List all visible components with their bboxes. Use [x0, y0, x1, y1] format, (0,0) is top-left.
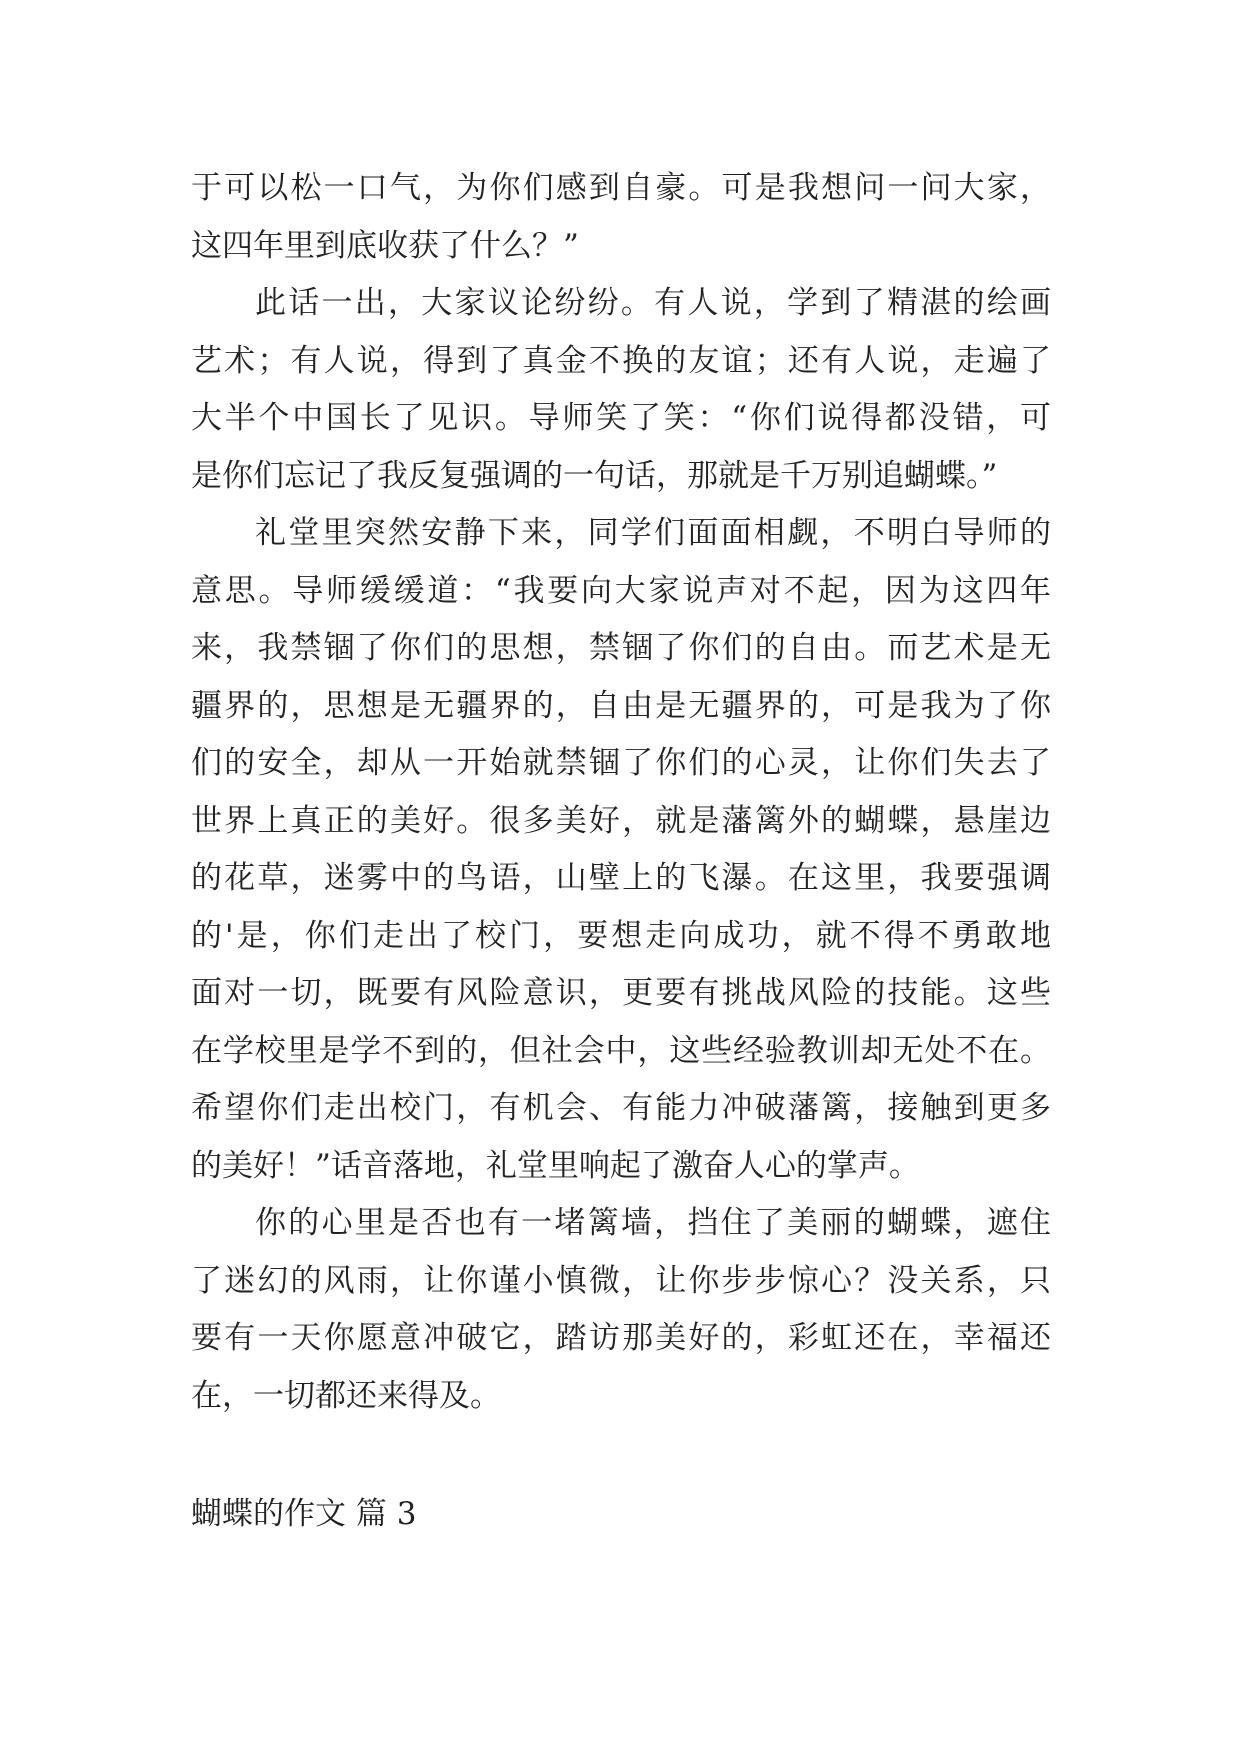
text-line: 此话一出，大家议论纷纷。有人说，学到了精湛的绘画	[255, 285, 1051, 321]
text-line: 来，我禁锢了你们的思想，禁锢了你们的自由。而艺术是无	[191, 630, 1051, 666]
text-line: 要有一天你愿意冲破它，踏访那美好的，彩虹还在，幸福还	[191, 1320, 1051, 1356]
text-line: 在，一切都还来得及。	[191, 1377, 501, 1414]
text-line: 艺术；有人说，得到了真金不换的友谊；还有人说，走遍了	[191, 342, 1051, 379]
text-line: 礼堂里突然安静下来，同学们面面相觑，不明白导师的	[255, 515, 1051, 551]
essay-body	[191, 160, 1051, 1425]
text-line: 这四年里到底收获了什么？”	[191, 227, 579, 264]
text-line: 你的心里是否也有一堵篱墙，挡住了美丽的蝴蝶，遮住	[255, 1205, 1051, 1241]
paragraph	[191, 1195, 1051, 1425]
text-line: 的花草，迷雾中的鸟语，山壁上的飞瀑。在这里，我要强调	[191, 860, 1051, 896]
text-line: 于可以松一口气，为你们感到自豪。可是我想问一问大家，	[191, 170, 1051, 206]
text-line: 了迷幻的风雨，让你谨小慎微，让你步步惊心？没关系，只	[191, 1262, 1051, 1299]
section-heading: 蝴蝶的作文 篇 3	[191, 1496, 417, 1532]
text-line: 们的安全，却从一开始就禁锢了你们的心灵，让你们失去了	[191, 745, 1051, 781]
text-line: 面对一切，既要有风险意识，更要有挑战风险的技能。这些	[191, 975, 1051, 1011]
text-line: 是你们忘记了我反复强调的一句话，那就是千万别追蝴蝶。”	[191, 457, 998, 494]
text-line: 疆界的，思想是无疆界的，自由是无疆界的，可是我为了你	[191, 687, 1051, 724]
text-line: 大半个中国长了见识。导师笑了笑：“你们说得都没错，可	[191, 400, 1051, 436]
text-line: 的美好！”话音落地，礼堂里响起了激奋人心的掌声。	[191, 1147, 920, 1184]
text-line: 的'是，你们走出了校门，要想走向成功，就不得不勇敢地	[191, 917, 1051, 954]
paragraph	[191, 160, 1051, 275]
text-line: 世界上真正的美好。很多美好，就是藩篱外的蝴蝶，悬崖边	[191, 802, 1051, 839]
text-line: 意思。导师缓缓道：“我要向大家说声对不起，因为这四年	[191, 572, 1051, 609]
paragraph	[191, 505, 1051, 1195]
text-line: 在学校里是学不到的，但社会中，这些经验教训却无处不在。	[191, 1032, 1051, 1069]
paragraph	[191, 275, 1051, 505]
text-line: 希望你们走出校门，有机会、有能力冲破藩篱，接触到更多	[191, 1090, 1051, 1126]
